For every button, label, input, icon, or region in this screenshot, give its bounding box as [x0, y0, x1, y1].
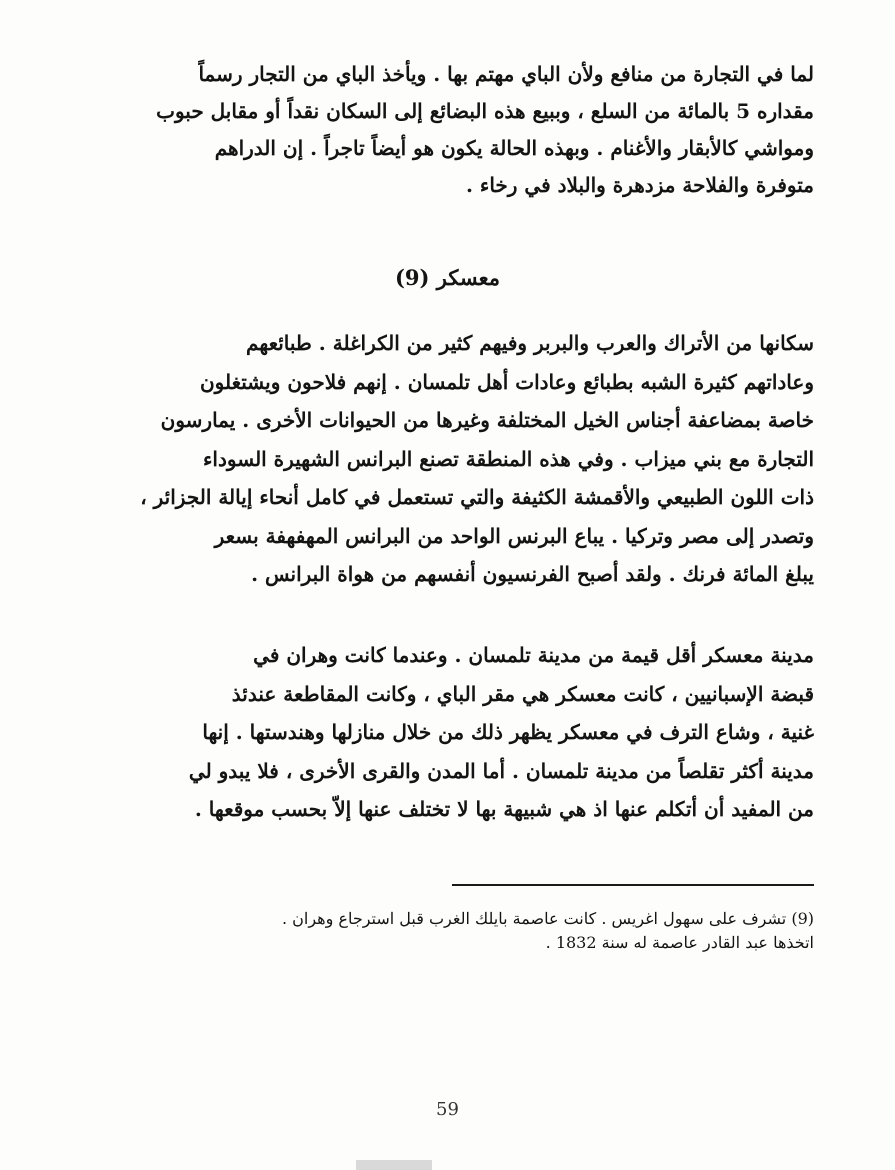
- text-line: لما في التجارة من منافع ولأن الباي مهتم بها . ويأخذ الباي من التجار رسماً: [198, 62, 814, 86]
- text-line: سكانها من الأتراك والعرب والبربر وفيهم كثير من الكراغلة . طبائعهم: [246, 331, 814, 355]
- page-number: 59: [436, 1099, 459, 1120]
- footnote-divider: [452, 884, 814, 886]
- text-line: خاصة بمضاعفة أجناس الخيل المختلفة وغيرها من الحيوانات الأخرى . يمارسون: [160, 408, 814, 432]
- footnote: [62, 907, 814, 955]
- paragraph-city: [62, 636, 814, 829]
- paragraph-population: [62, 324, 814, 594]
- text-line: ذات اللون الطبيعي والأقمشة الكثيفة والتي تستعمل في كامل أنحاء إيالة الجزائر ،: [140, 485, 814, 509]
- section-heading: معسكر (9): [394, 265, 501, 290]
- text-line: التجارة مع بني ميزاب . وفي هذه المنطقة تصنع البرانس الشهيرة السوداء: [203, 446, 814, 471]
- text-line: متوفرة والفلاحة مزدهرة والبلاد في رخاء .: [466, 173, 814, 197]
- footnote-line: (9) تشرف على سهول اغريس . كانت عاصمة بايلك الغرب قبل استرجاع وهران .: [281, 909, 814, 928]
- text-line: من المفيد أن أتكلم عنها اذ هي شبيهة بها لا تختلف عنها إلاّ بحسب موقعها .: [194, 797, 814, 821]
- text-line: غنية ، وشاع الترف في معسكر يظهر ذلك من خلال منازلها وهندستها . إنها: [202, 720, 814, 744]
- scan-artifact: [356, 1160, 432, 1170]
- text-line: مدينة معسكر أقل قيمة من مدينة تلمسان . وعندما كانت وهران في: [253, 643, 814, 667]
- paragraph-trade: [62, 56, 814, 204]
- text-line: وعاداتهم كثيرة الشبه بطبائع وعادات أهل تلمسان . إنهم فلاحون ويشتغلون: [199, 369, 814, 394]
- text-line: قبضة الإسبانيين ، كانت معسكر هي مقر الباي ، وكانت المقاطعة عندئذ: [231, 681, 814, 706]
- text-line: مقداره 5 بالمائة من السلع ، وببيع هذه البضائع إلى السكان نقداً أو مقابل حبوب: [156, 99, 814, 123]
- text-line: ومواشي كالأبقار والأغنام . وبهذه الحالة يكون هو أيضاً تاجراً . إن الدراهم: [214, 136, 814, 160]
- text-line: وتصدر إلى مصر وتركيا . يباع البرنس الواحد من البرانس المهفهفة بسعر: [214, 523, 814, 548]
- footnote-line: اتخذها عبد القادر عاصمة له سنة 1832 .: [545, 933, 814, 952]
- text-line: مدينة أكثر تقلصاً من مدينة تلمسان . أما المدن والقرى الأخرى ، فلا يبدو لي: [188, 758, 814, 783]
- text-line: يبلغ المائة فرنك . ولقد أصبح الفرنسيون أنفسهم من هواة البرانس .: [251, 562, 814, 586]
